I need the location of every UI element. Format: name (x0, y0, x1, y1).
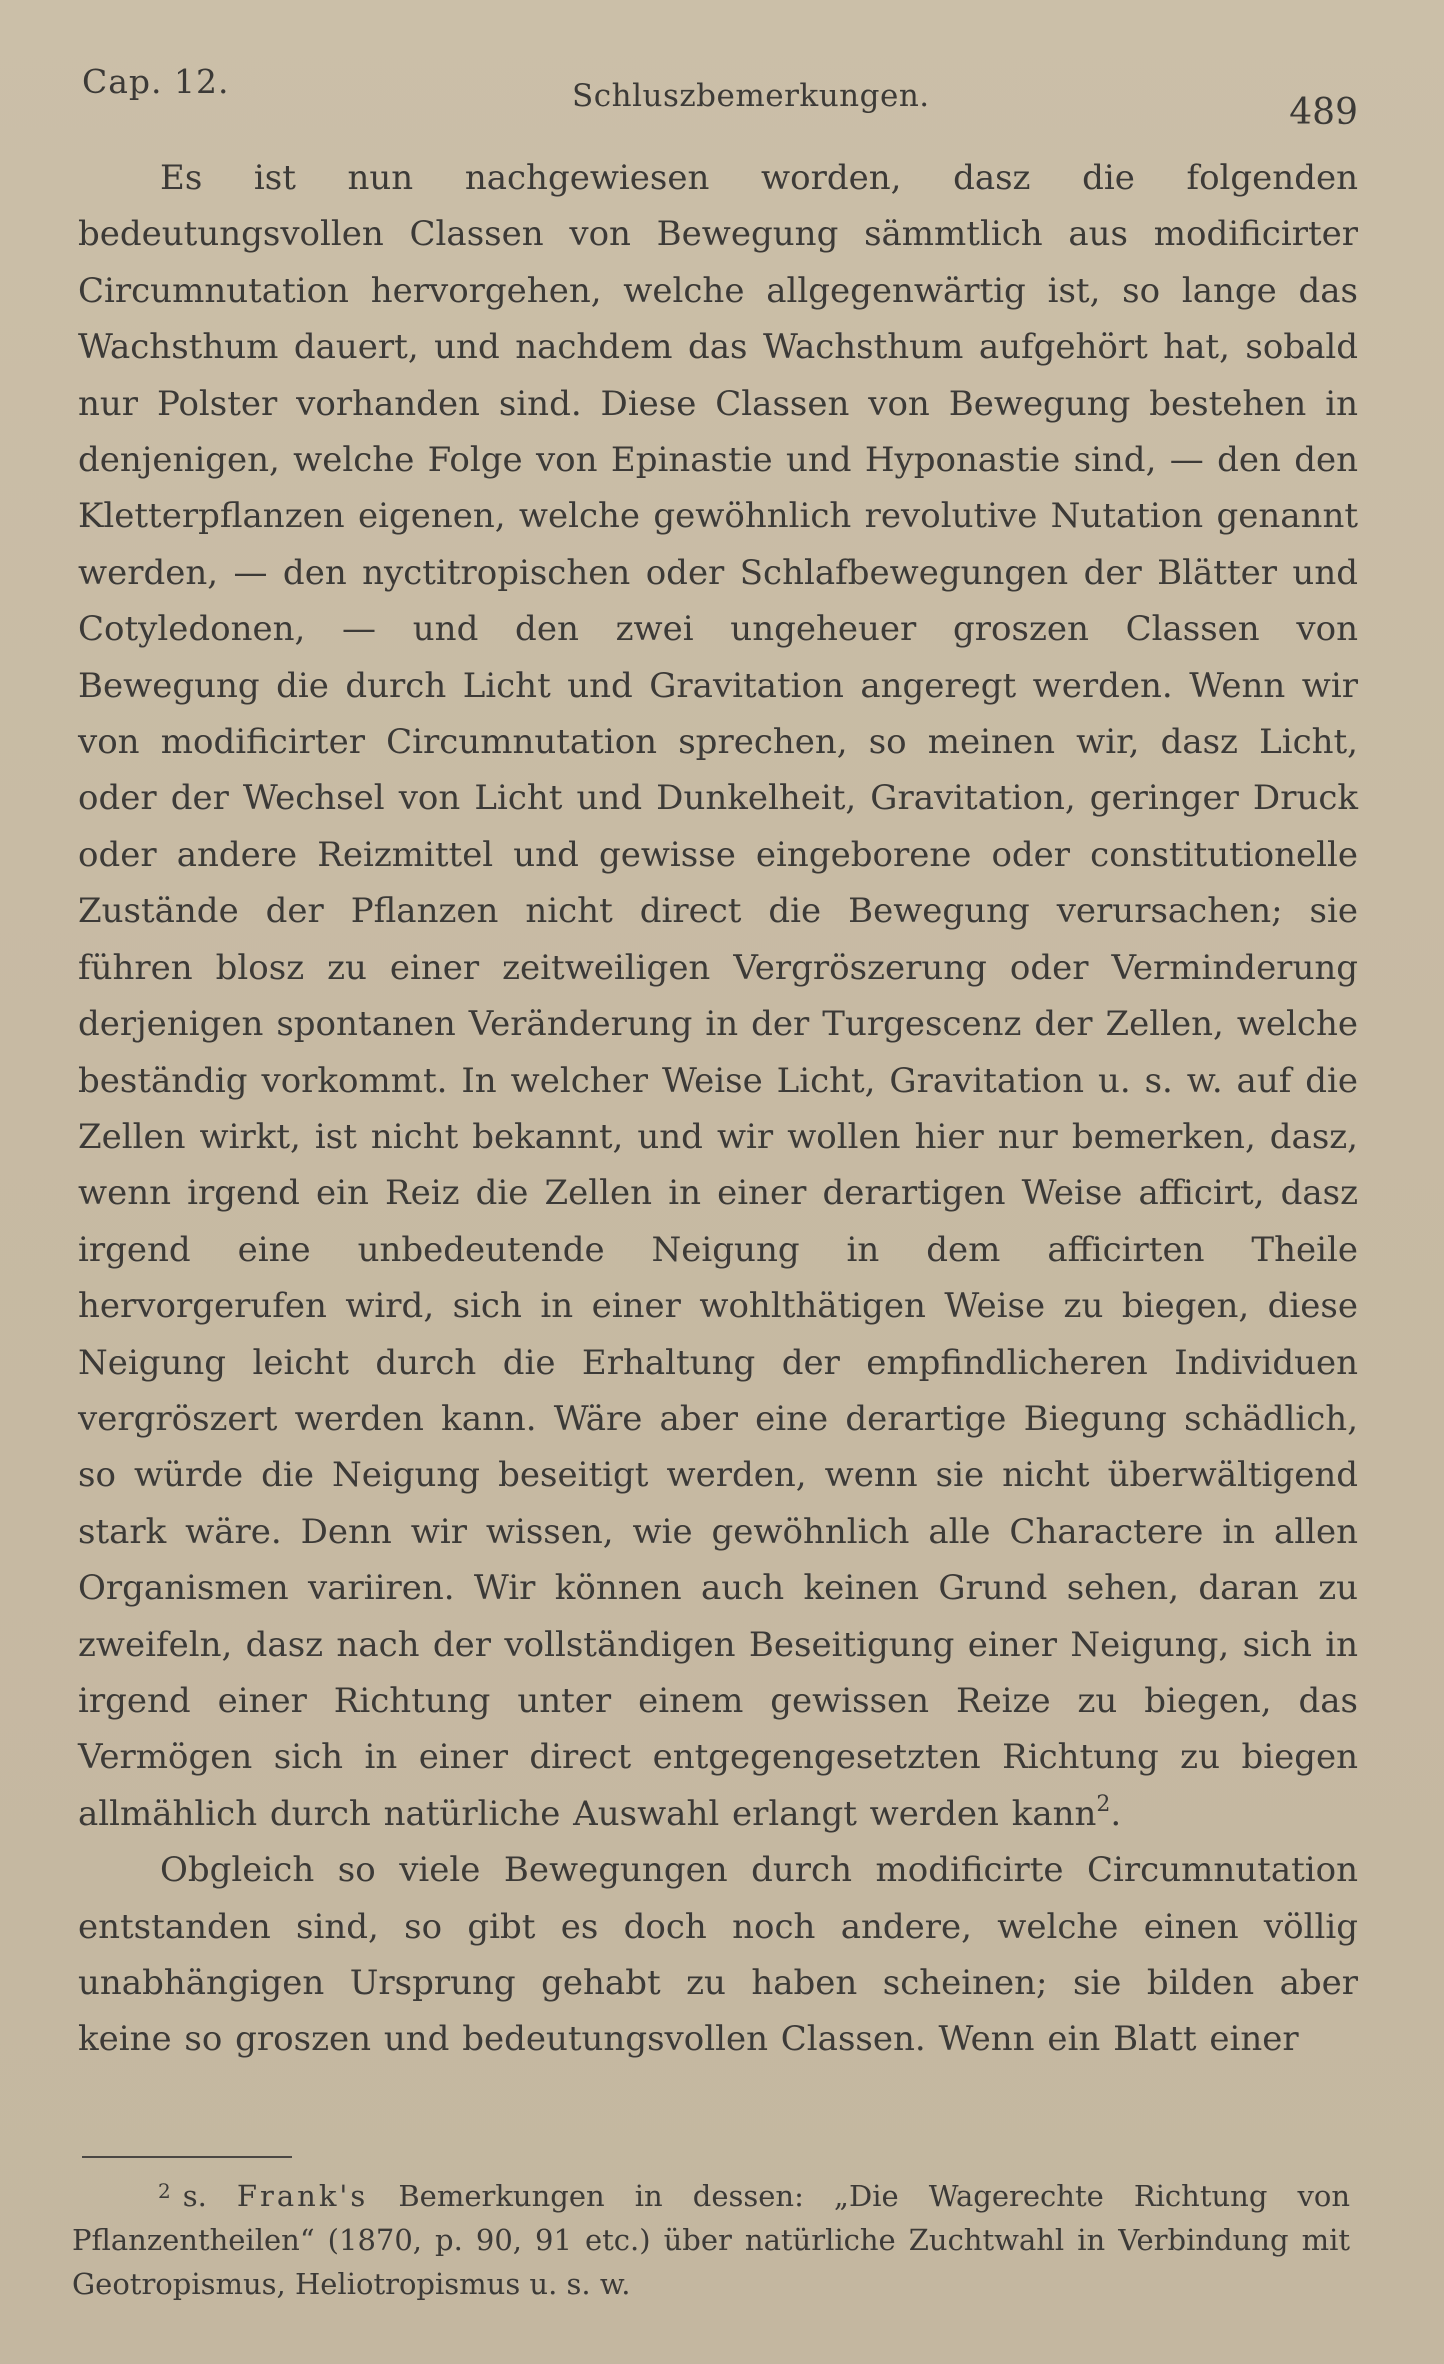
chapter-label: Cap. 12. (82, 62, 230, 101)
footnote-prefix: s. (182, 2179, 207, 2213)
footnote-divider (82, 2156, 292, 2158)
footnote-author: Frank's (236, 2179, 369, 2213)
paragraph (78, 1842, 1358, 2068)
paragraph-text: Es ist nun nachgewiesen worden, dasz die folgenden bedeutungsvollen Classen von Bewegung sämmtlich aus modificirter Circumnutation hervorgehen, welche allgegenwärtig ist, so lange das Wachsthum dauert, und nachdem das Wachsthum aufgehört hat, sobald nur Polster vorhanden sind. Diese Classen von Bewegung bestehen in denjenigen, welche Folge von Epinastie und Hyponastie sind, — den den Kletterpflanzen eigenen, welche gewöhnlich revolutive Nutation genannt werden, — den nyctitropischen oder Schlafbewegungen der Blätter und Cotyledonen, — und den zwei ungeheuer groszen Classen von Bewegung die durch Licht und Gravitation angeregt werden. Wenn wir von modificirter Circumnutation sprechen, so meinen wir, dasz Licht, oder der Wechsel von Licht und Dunkelheit, Gravitation, geringer Druck oder andere Reizmittel und gewisse eingeborene oder constitutionelle Zustände der Pflanzen nicht direct die Bewegung verursachen; sie führen blosz zu einer zeitweiligen Vergröszerung oder Verminderung derjenigen spontanen Veränderung in der Turgescenz der Zellen, welche beständig vorkommt. In welcher Weise Licht, Gravitation u. s. w. auf die Zellen wirkt, ist nicht bekannt, und wir wollen hier nur bemerken, dasz, wenn irgend ein Reiz die Zellen in einer derartigen Weise afficirt, dasz irgend eine unbedeutende Neigung in dem afficirten Theile hervorgerufen wird, sich in einer wohlthätigen Weise zu biegen, diese Neigung leicht durch die Erhaltung der empfindlicheren Individuen vergröszert werden kann. Wäre aber eine derartige Biegung schädlich, so würde die Neigung beseitigt werden, wenn sie nicht überwältigend stark wäre. Denn wir wissen, wie gewöhnlich alle Charactere in allen Organismen variiren. Wir können auch keinen Grund sehen, daran zu zweifeln, dasz nach der vollständigen Beseitigung einer Neigung, sich in irgend einer Richtung unter einem gewissen Reize zu biegen, das Vermögen sich in einer direct entgegengesetzten Richtung zu biegen allmählich durch natürliche Auswahl erlangt werden kann (78, 158, 1358, 1834)
footnote (72, 2174, 1350, 2306)
footnote-body: Bemerkungen in dessen: „Die Wagerechte Richtung von Pflanzentheilen“ (1870, p. 90, 91 etc.) über natürliche Zuchtwahl in Verbindung mit Geotropismus, Heliotropismus u. s. w. (72, 2179, 1350, 2301)
footnote-marker: 2 (158, 2179, 171, 2203)
footnote-text (72, 2174, 1350, 2306)
page-number: 489 (1289, 92, 1358, 133)
footnote-reference: 2 (1096, 1791, 1111, 1817)
page-header (82, 58, 1358, 138)
paragraph-text: Obgleich so viele Bewegungen durch modificirte Circumnutation entstanden sind, so gibt es doch noch andere, welche einen völlig unabhängigen Ursprung gehabt zu haben scheinen; sie bilden aber keine so groszen und bedeutungsvollen Classen. Wenn ein Blatt einer (78, 1850, 1358, 2060)
paragraph (78, 150, 1358, 1842)
running-title: Schluszbemerkungen. (572, 78, 930, 114)
body-text (78, 150, 1358, 2068)
paragraph-end: . (1110, 1793, 1122, 1834)
